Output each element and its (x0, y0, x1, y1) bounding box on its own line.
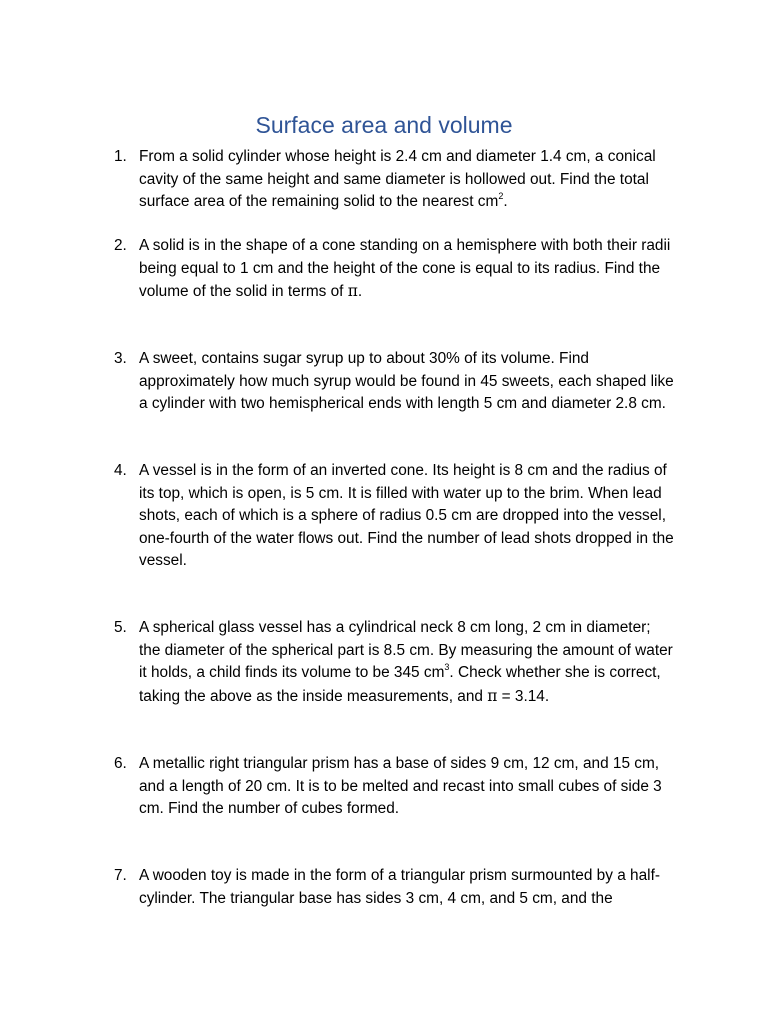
question-text-end: . (503, 193, 508, 211)
question-text-wrap (139, 235, 674, 304)
question-number: 2. (114, 237, 127, 254)
question-text: A vessel is in the form of an inverted cone. Its height is 8 cm and the radius of its top, which is open, is 5 cm. It is filled with water up to the brim. When lead shots, each of which is a sphere of radius 0.5 cm are dropped into the vessel, one-fourth of the water flows out. Find the number of lead shots dropped in the vessel. (139, 462, 674, 570)
question-text-mid: . Check whether she is correct, taking the above as the inside measurements, and (139, 664, 661, 705)
question-number: 5. (114, 619, 127, 636)
pi-symbol: π (347, 282, 358, 301)
question-4 (114, 460, 674, 573)
question-number: 6. (114, 755, 127, 772)
pi-symbol: π (487, 686, 498, 705)
question-1 (114, 146, 674, 214)
question-number: 4. (114, 462, 127, 479)
question-number: 3. (114, 350, 127, 367)
superscript: 3 (444, 662, 450, 673)
question-7 (114, 865, 674, 910)
question-text: A wooden toy is made in the form of a triangular prism surmounted by a half-cylinder. The triangular base has sides 3 cm, 4 cm, and 5 cm, and the (139, 867, 660, 907)
question-text-wrap (139, 617, 674, 708)
question-text-wrap (139, 146, 674, 214)
question-5 (114, 617, 674, 708)
question-text: A solid is in the shape of a cone standing on a hemisphere with both their radii being equal to 1 cm and the height of the cone is equal to its radius. Find the volume of the solid in terms of (139, 237, 671, 301)
question-text: A spherical glass vessel has a cylindrical neck 8 cm long, 2 cm in diameter; the diameter of the spherical part is 8.5 cm. By measuring the amount of water it holds, a child finds its volume to be 345 cm (139, 619, 673, 682)
question-number: 7. (114, 867, 127, 884)
question-2 (114, 235, 674, 304)
question-text: A metallic right triangular prism has a base of sides 9 cm, 12 cm, and 15 cm, and a length of 20 cm. It is to be melted and recast into small cubes of side 3 cm. Find the number of cubes formed. (139, 755, 662, 818)
question-number: 1. (114, 148, 127, 165)
page-title: Surface area and volume (255, 112, 513, 138)
question-text-end: . (357, 283, 363, 301)
question-text-end: = 3.14. (497, 687, 550, 705)
question-text: From a solid cylinder whose height is 2.4 cm and diameter 1.4 cm, a conical cavity of the same height and same diameter is hollowed out. Find the total surface area of the remaining solid to the nearest cm (139, 148, 656, 211)
question-3 (114, 348, 674, 416)
question-6 (114, 753, 674, 821)
question-text: A sweet, contains sugar syrup up to about 30% of its volume. Find approximately how much syrup would be found in 45 sweets, each shaped like a cylinder with two hemispherical ends with length 5 cm and diameter 2.8 cm. (139, 350, 674, 413)
superscript: 2 (498, 191, 504, 202)
